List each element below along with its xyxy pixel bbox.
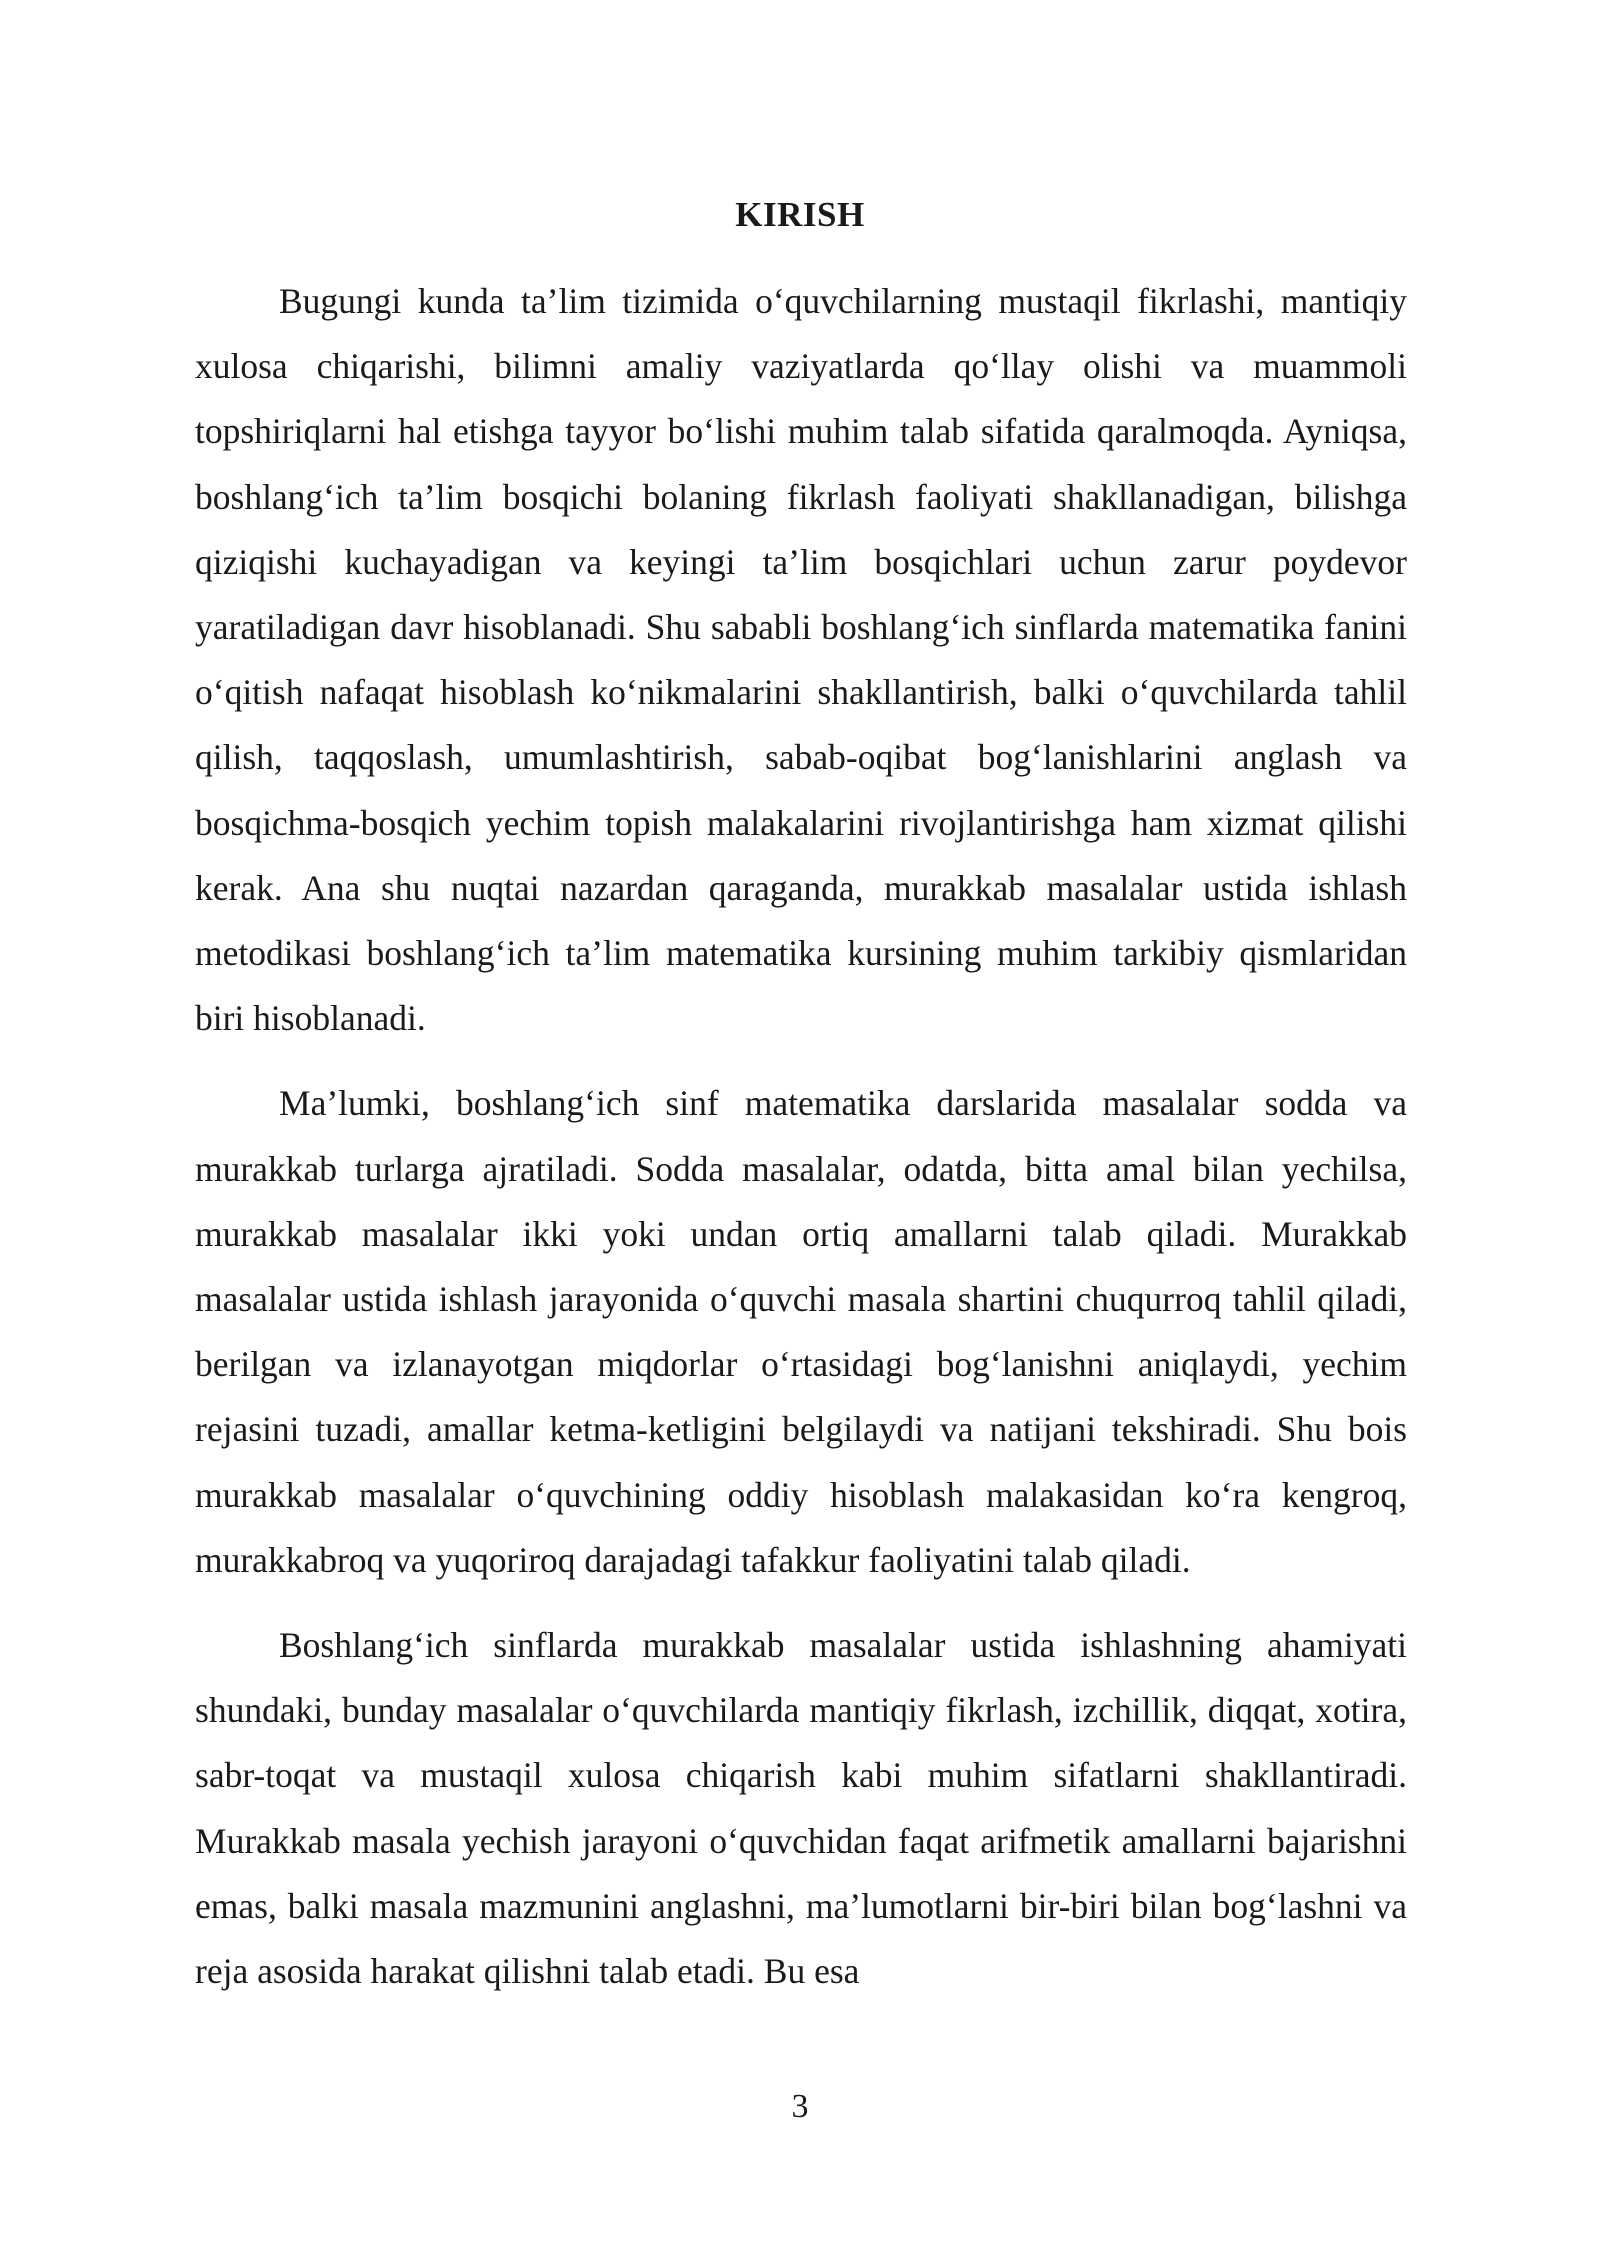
section-title: KIRISH (735, 195, 865, 234)
page-number: 3 (791, 2088, 809, 2125)
paragraph: Bugungi kunda ta’lim tizimida o‘quvchilarning mustaqil fikrlashi, mantiqiy xulosa chiqarishi, bilimni amaliy vaziyatlarda qo‘llay olishi va muammoli topshiriqlarni hal etishga tayyor bo‘lishi muhim talab sifatida qaralmoqda. Ayniqsa, boshlang‘ich ta’lim bosqichi bolaning fikrlash faoliyati shakllanadigan, bilishga qiziqishi kuchayadigan va keyingi ta’lim bosqichlari uchun zarur poydevor yaratiladigan davr hisoblanadi. Shu sababli boshlang‘ich sinflarda matematika fanini o‘qitish nafaqat hisoblash ko‘nikmalarini shakllantirish, balki o‘quvchilarda tahlil qilish, taqqoslash, umumlashtirish, sabab-oqibat bog‘lanishlarini anglash va bosqichma-bosqich yechim topish malakalarini rivojlantirishga ham xizmat qilishi kerak. Ana shu nuqtai nazardan qaraganda, murakkab masalalar ustida ishlash metodikasi boshlang‘ich ta’lim matematika kursining muhim tarkibiy qismlaridan biri hisoblanadi. (195, 281, 1407, 1039)
body-text (195, 269, 1407, 2004)
paragraph: Boshlang‘ich sinflarda murakkab masalalar ustida ishlashning ahamiyati shundaki, bunday masalalar o‘quvchilarda mantiqiy fikrlash, izchillik, diqqat, xotira, sabr-toqat va mustaqil xulosa chiqarish kabi muhim sifatlarni shakllantiradi. Murakkab masala yechish jarayoni o‘quvchidan faqat arifmetik amallarni bajarishni emas, balki masala mazmunini anglashni, ma’lumotlarni bir-biri bilan bog‘lashni va reja asosida harakat qilishni talab etadi. Bu esa (195, 1625, 1407, 1992)
paragraph: Ma’lumki, boshlang‘ich sinf matematika darslarida masalalar sodda va murakkab turlarga ajratiladi. Sodda masalalar, odatda, bitta amal bilan yechilsa, murakkab masalalar ikki yoki undan ortiq amallarni talab qiladi. Murakkab masalalar ustida ishlash jarayonida o‘quvchi masala shartini chuqurroq tahlil qiladi, berilgan va izlanayotgan miqdorlar o‘rtasidagi bog‘lanishni aniqlaydi, yechim rejasini tuzadi, amallar ketma-ketligini belgilaydi va natijani tekshiradi. Shu bois murakkab masalalar o‘quvchining oddiy hisoblash malakasidan ko‘ra kengroq, murakkabroq va yuqoriroq darajadagi tafakkur faoliyatini talab qiladi. (195, 1083, 1407, 1580)
